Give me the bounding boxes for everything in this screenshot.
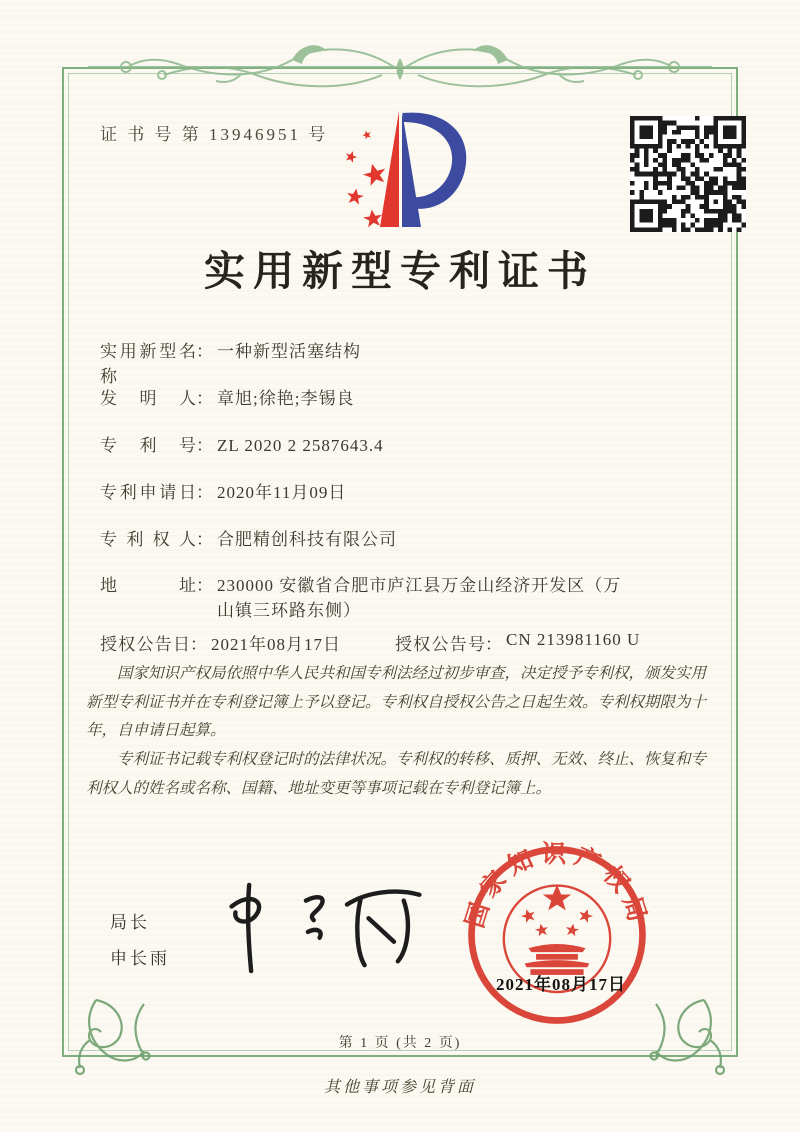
- field-label: 地址: [100, 576, 196, 595]
- field-value: 合肥精创科技有限公司: [217, 530, 397, 549]
- field-label: 专利权人: [100, 530, 196, 549]
- field-value: 2020年11月09日: [217, 483, 347, 502]
- grant-number-group: 授权公告号 ： CN 213981160 U: [395, 630, 641, 654]
- certificate-number: 证 书 号 第 13946951 号: [100, 125, 329, 144]
- grant-number-label: 授权公告号: [395, 635, 485, 654]
- grant-date-value: 2021年08月17日: [211, 635, 341, 654]
- national-ip-office-seal-icon: [462, 840, 652, 1030]
- field-label: 专利号: [100, 436, 196, 455]
- field-row-patentee: 专利权人 ： 合肥精创科技有限公司: [100, 528, 636, 553]
- field-label: 专利申请日: [100, 483, 196, 502]
- director-signature-icon: [212, 878, 437, 978]
- field-value: 章旭;徐艳;李锡良: [217, 389, 355, 408]
- signer-block: [110, 905, 170, 976]
- grant-date-group: 授权公告日 ： 2021年08月17日: [100, 630, 341, 655]
- grant-date-label: 授权公告日: [100, 635, 190, 654]
- field-row-filing-date: 专利申请日 ： 2020年11月09日: [100, 481, 636, 506]
- legal-paragraph-1: 国家知识产权局依照中华人民共和国专利法经过初步审查，决定授予专利权，颁发实用新型专利证书并在专利登记簿上予以登记。专利权自授权公告之日起生效。专利权期限为十年，自申请日起算。: [86, 665, 707, 740]
- field-value: 230000 安徽省合肥市庐江县万金山经济开发区（万山镇三环路东侧）: [217, 576, 622, 620]
- grant-number-value: CN 213981160 U: [506, 630, 641, 649]
- top-border-flourish-ornament: [88, 36, 712, 102]
- field-row-utility-model-name: 实用新型名称 ： 一种新型活塞结构: [100, 340, 636, 389]
- signer-title: 局长: [110, 913, 150, 932]
- signer-name: 申长雨: [110, 948, 170, 968]
- legal-paragraph-2: 专利证书记载专利权登记时的法律状况。专利权的转移、质押、无效、终止、恢复和专利权人的姓名或名称、国籍、地址变更等事项记载在专利登记簿上。: [86, 751, 707, 797]
- field-label: 发明人: [100, 389, 196, 408]
- page-number: 第 1 页 (共 2 页): [338, 1036, 462, 1051]
- seal-text: 国家知识产权局: [462, 841, 652, 932]
- legal-text-block: [86, 660, 716, 803]
- qr-code-icon: [630, 116, 746, 232]
- cnipa-patent-logo-icon: [333, 105, 483, 243]
- field-value: ZL 2020 2 2587643.4: [217, 436, 384, 455]
- field-row-grant: [100, 630, 720, 655]
- seal-date: 2021年08月17日: [496, 975, 626, 994]
- field-row-patent-number: 专利号 ： ZL 2020 2 2587643.4: [100, 434, 636, 459]
- back-side-note: 其他事项参见背面: [323, 1079, 476, 1096]
- field-row-address: 地址 ： 230000 安徽省合肥市庐江县万金山经济开发区（万山镇三环路东侧）: [100, 574, 636, 623]
- certificate-title: 实用新型专利证书: [204, 248, 596, 294]
- field-row-inventors: 发明人 ： 章旭;徐艳;李锡良: [100, 387, 636, 412]
- field-value: 一种新型活塞结构: [217, 342, 361, 361]
- field-label: 实用新型名称: [100, 342, 196, 386]
